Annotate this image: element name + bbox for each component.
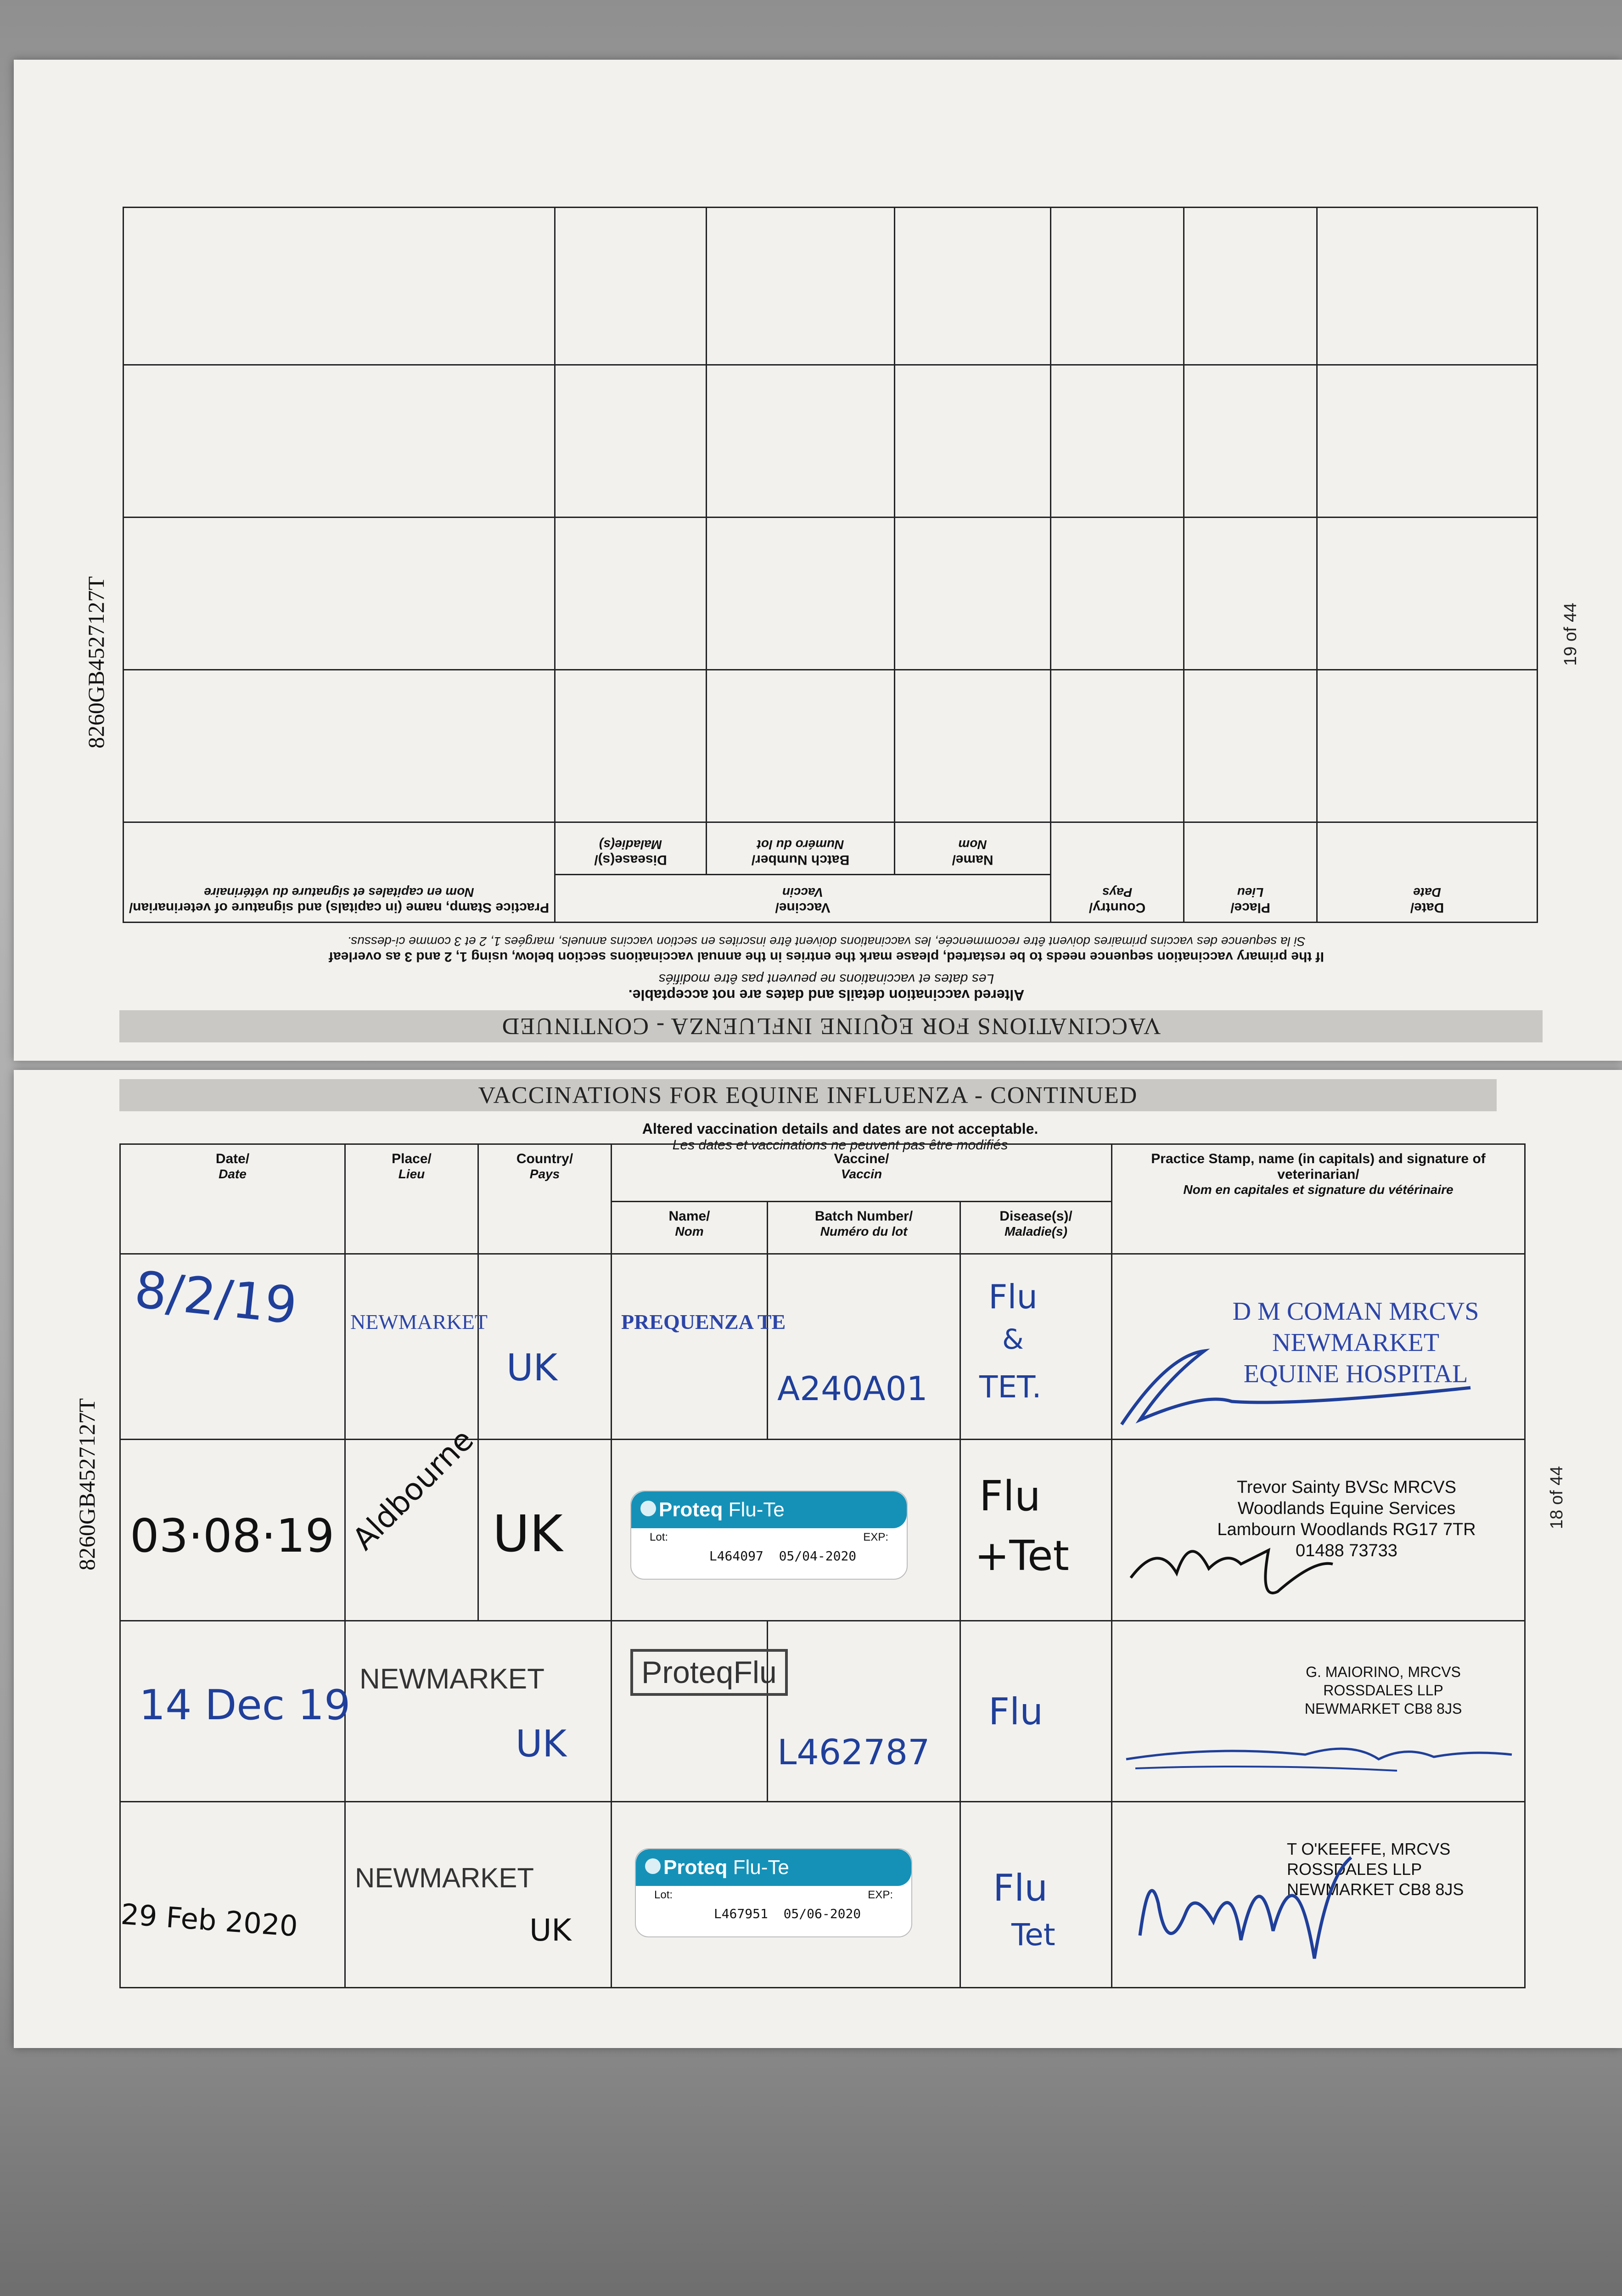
notice-bold-top: Altered vaccination details and dates are not acceptable.: [628, 987, 1025, 1003]
row4-stamp: T O'KEEFFE, MRCVS ROSSDALES LLP NEWMARKET CB8 8JS: [1287, 1840, 1464, 1899]
table-row: [120, 1802, 1525, 1988]
header-batch: Batch Number/ Numéro du lot: [707, 822, 895, 875]
row2-date-cell: [120, 1440, 345, 1621]
banner-title-bottom: VACCINATIONS FOR EQUINE INFLUENZA - CONTINUED: [119, 1079, 1497, 1111]
header-vaccine: Vaccine/ Vaccin: [555, 875, 1051, 923]
table-row: [123, 670, 1538, 822]
row1-stamp: D M COMAN MRCVS NEWMARKET EQUINE HOSPITAL: [1232, 1297, 1479, 1388]
header-date: Date/ Date: [120, 1144, 345, 1254]
row4-disease-2: Tet: [1011, 1917, 1055, 1953]
header-disease: Disease(s)/ Maladie(s): [960, 1201, 1112, 1254]
header-country: Country/ Pays: [478, 1144, 612, 1254]
table-row: [123, 208, 1538, 365]
table-row: [120, 1254, 1525, 1440]
row2-label-product: Flu-Te: [728, 1498, 785, 1521]
header-place: Place/ Lieu: [1184, 822, 1317, 923]
serial-number-top: 8260GB4527127T: [83, 576, 109, 748]
row4-lot: L467951: [713, 1906, 768, 1922]
row2-country-cell: [478, 1440, 612, 1621]
header-date: Date/ Date: [1317, 822, 1538, 923]
row3-stamp: G. MAIORINO, MRCVS ROSSDALES LLP NEWMARKET CB8 8JS: [1304, 1663, 1462, 1717]
row2-date: 03·08·19: [130, 1509, 335, 1563]
row3-country: UK: [516, 1722, 567, 1765]
row1-signature: [1112, 1337, 1480, 1429]
row2-label-brand: Proteq: [659, 1498, 723, 1521]
header-name: Name/ Nom: [895, 822, 1051, 875]
drop-icon: [645, 1858, 661, 1874]
instruction-top: [161, 934, 1492, 964]
row3-place-cell: [345, 1621, 612, 1801]
exp-caption: EXP:: [863, 1531, 888, 1544]
header-place: Place/ Lieu: [345, 1144, 478, 1254]
table-row: [120, 1440, 1525, 1621]
exp-caption: EXP:: [868, 1889, 893, 1902]
notice-top: [390, 971, 1263, 1003]
row3-date-cell: [120, 1621, 351, 1801]
row3-vaccine-name-cell: [612, 1621, 777, 1801]
upside-down-content: [115, 142, 1538, 1042]
row1-country: UK: [506, 1346, 558, 1389]
notice-italic-top: Les dates et vaccinations ne peuvent pas être modifiés: [658, 971, 994, 986]
header-name: Name/ Nom: [612, 1201, 768, 1254]
row3-vaccine-stamp: ProteqFlu: [630, 1649, 788, 1696]
row1-vaccine-name-cell: [612, 1254, 786, 1440]
row2-vaccine-cell: [612, 1440, 960, 1621]
row1-place-cell: [345, 1254, 488, 1440]
header-country: Country/ Pays: [1051, 822, 1184, 923]
row2-signature: [1122, 1523, 1379, 1605]
row3-disease-1: Flu: [988, 1690, 1043, 1733]
row4-date-cell: [120, 1802, 345, 1988]
row1-disease-3: TET.: [979, 1369, 1042, 1405]
header-batch: Batch Number/ Numéro du lot: [768, 1201, 960, 1254]
row1-disease-1: Flu: [988, 1277, 1038, 1316]
row4-disease-cell: [960, 1802, 1112, 1988]
row2-disease-cell: [960, 1440, 1112, 1621]
row2-lot: L464097: [709, 1548, 763, 1564]
row4-disease-1: Flu: [993, 1867, 1048, 1910]
row2-stamp-cell: [1112, 1440, 1525, 1621]
instruction-fr: Si la sequence des vaccins primaires doivent être recommencée, les vaccinations doivent être inscrites en section vaccins annuels, margées 1, 2 et 3 comme ci-dessus.: [347, 934, 1306, 949]
row4-signature: [1122, 1821, 1379, 1977]
lot-caption: Lot:: [654, 1889, 673, 1902]
row1-disease-cell: [960, 1254, 1112, 1440]
row3-stamp-cell: [1112, 1621, 1525, 1801]
row2-exp: 05/04-2020: [779, 1548, 857, 1564]
row3-batch-cell: [768, 1621, 960, 1801]
row3-disease-cell: [960, 1621, 1112, 1801]
row1-batch: A240A01: [777, 1369, 928, 1408]
row2-vaccine-label: [630, 1491, 908, 1580]
row2-disease-2: +Tet: [975, 1532, 1069, 1581]
row1-disease-2: &: [1002, 1323, 1024, 1356]
row4-place: NEWMARKET: [355, 1863, 534, 1894]
page-19: [14, 60, 1622, 1061]
row1-date-cell: [120, 1254, 345, 1440]
row4-vaccine-cell: [612, 1802, 960, 1988]
instruction-en: If the primary vaccination sequence needs to be restarted, please mark the entries in the annual vaccinations section below, using 1, 2 and 3 as overleaf: [329, 949, 1324, 964]
row1-batch-cell: [768, 1254, 960, 1440]
lot-caption: Lot:: [650, 1531, 668, 1544]
page-number-bottom: 18 of 44: [1547, 1466, 1566, 1529]
row4-place-cell: [345, 1802, 612, 1988]
notice-italic-bottom: Les dates et vaccinations ne peuvent pas être modifiés: [672, 1137, 1008, 1153]
row2-disease-1: Flu: [979, 1472, 1041, 1521]
row4-date: 29 Feb 2020: [119, 1897, 299, 1943]
row2-place: Aldbourne: [346, 1422, 481, 1557]
row4-stamp-cell: [1112, 1802, 1525, 1988]
row1-place: NEWMARKET: [350, 1310, 488, 1334]
row3-signature: [1122, 1736, 1516, 1782]
row2-place-cell: [345, 1422, 481, 1621]
row4-country: UK: [529, 1913, 572, 1948]
page-18: [14, 1070, 1622, 2048]
row4-label-brand: Proteq: [663, 1856, 728, 1879]
vaccination-table-bottom: [119, 1143, 1526, 1988]
row2-stamp: Trevor Sainty BVSc MRCVS Woodlands Equine Services Lambourn Woodlands RG17 7TR 01488 73733: [1217, 1478, 1476, 1561]
page-number-top: 19 of 44: [1561, 602, 1580, 666]
row1-stamp-cell: [1112, 1254, 1525, 1440]
table-row: [123, 517, 1538, 670]
row3-place: NEWMARKET: [359, 1663, 544, 1695]
row1-date: 8/2/19: [132, 1260, 300, 1335]
row4-vaccine-label: [635, 1848, 912, 1937]
row1-vaccine-name: PREQUENZA TE: [621, 1310, 786, 1334]
row4-exp: 05/06-2020: [783, 1906, 861, 1922]
table-row: [123, 365, 1538, 517]
row2-country: UK: [493, 1504, 563, 1564]
row3-date: 14 Dec 19: [139, 1681, 351, 1729]
header-stamp: Practice Stamp, name (in capitals) and signature of veterinarian/ Nom en capitales et signature du vétérinaire: [123, 822, 555, 923]
row1-country-cell: [478, 1254, 612, 1440]
banner-title-top: VACCINATIONS FOR EQUINE INFLUENZA - CONTINUED: [119, 1010, 1543, 1042]
vaccination-table-top: [123, 207, 1538, 923]
header-vaccine: Vaccine/ Vaccin: [612, 1144, 1112, 1202]
serial-number-bottom: 8260GB4527127T: [74, 1398, 100, 1570]
header-disease: Disease(s)/ Maladie(s): [555, 822, 707, 875]
row4-label-product: Flu-Te: [733, 1856, 789, 1879]
row3-batch: L462787: [777, 1731, 930, 1773]
header-stamp: Practice Stamp, name (in capitals) and signature of veterinarian/ Nom en capitales et signature du vétérinaire: [1112, 1144, 1525, 1254]
table-row: [120, 1621, 1525, 1801]
notice-bold-bottom: Altered vaccination details and dates are not acceptable.: [642, 1120, 1038, 1137]
